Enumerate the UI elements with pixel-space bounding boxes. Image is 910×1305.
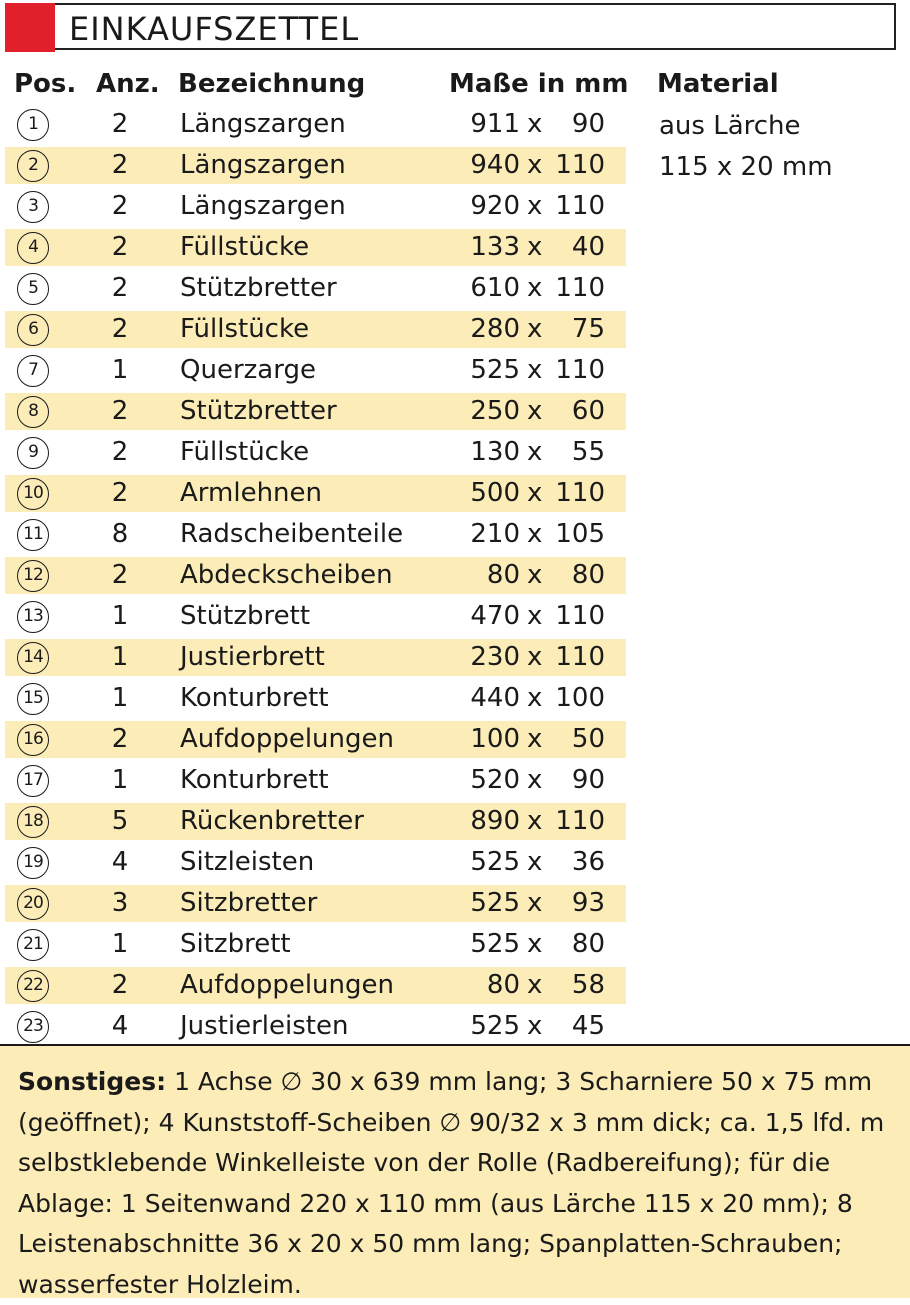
dimension-length: 280: [470, 314, 520, 344]
quantity: 1: [111, 642, 129, 672]
dimension-separator: x: [527, 150, 543, 180]
position-number: 23: [17, 1011, 49, 1043]
dimension-width: 110: [555, 642, 605, 672]
quantity: 1: [111, 683, 129, 713]
dimension-length: 890: [470, 806, 520, 836]
dimension-separator: x: [527, 232, 543, 262]
dimension-width: 110: [555, 150, 605, 180]
part-name: Armlehnen: [180, 478, 322, 508]
dimension-width: 75: [571, 314, 605, 344]
part-name: Aufdoppelungen: [180, 970, 394, 1000]
dimension-length: 133: [470, 232, 520, 262]
dimension-length: 440: [470, 683, 520, 713]
dimension-separator: x: [527, 273, 543, 303]
part-name: Füllstücke: [180, 314, 310, 344]
dimension-separator: x: [527, 478, 543, 508]
header-pos: Pos.: [14, 69, 77, 99]
quantity: 3: [111, 888, 129, 918]
part-name: Stützbretter: [180, 273, 337, 303]
quantity: 2: [111, 150, 129, 180]
part-name: Justierleisten: [180, 1011, 349, 1041]
table-row: [0, 473, 910, 514]
dimension-separator: x: [527, 888, 543, 918]
dimension-width: 45: [571, 1011, 605, 1041]
material-line-2: 115 x 20 mm: [659, 152, 833, 182]
position-number: 21: [17, 929, 49, 961]
table-row: [0, 965, 910, 1006]
part-name: Füllstücke: [180, 437, 310, 467]
quantity: 2: [111, 478, 129, 508]
dimension-separator: x: [527, 765, 543, 795]
dimension-separator: x: [527, 355, 543, 385]
quantity: 2: [111, 560, 129, 590]
quantity: 2: [111, 109, 129, 139]
dimension-length: 940: [470, 150, 520, 180]
table-row: [0, 596, 910, 637]
footer-notes: [0, 1046, 910, 1298]
dimension-separator: x: [527, 806, 543, 836]
position-number: 15: [17, 683, 49, 715]
dimension-separator: x: [527, 970, 543, 1000]
dimension-width: 80: [571, 560, 605, 590]
part-name: Stützbretter: [180, 396, 337, 426]
material-line-1: aus Lärche: [659, 111, 801, 141]
position-number: 4: [17, 232, 49, 264]
quantity: 2: [111, 970, 129, 1000]
part-name: Sitzleisten: [180, 847, 315, 877]
dimension-separator: x: [527, 724, 543, 754]
table-row: [0, 678, 910, 719]
position-number: 1: [17, 109, 49, 141]
dimension-separator: x: [527, 396, 543, 426]
dimension-separator: x: [527, 519, 543, 549]
dimension-length: 100: [470, 724, 520, 754]
position-number: 19: [17, 847, 49, 879]
footer-label: Sonstiges:: [18, 1067, 167, 1096]
table-row: [0, 883, 910, 924]
part-name: Längszargen: [180, 150, 346, 180]
quantity: 2: [111, 232, 129, 262]
part-name: Aufdoppelungen: [180, 724, 394, 754]
position-number: 7: [17, 355, 49, 387]
table-row: [0, 555, 910, 596]
dimension-separator: x: [527, 1011, 543, 1041]
dimension-separator: x: [527, 314, 543, 344]
part-name: Längszargen: [180, 191, 346, 221]
dimension-separator: x: [527, 109, 543, 139]
dimension-length: 210: [470, 519, 520, 549]
header-material: Material: [657, 69, 779, 99]
table-row: [0, 350, 910, 391]
table-row: [0, 227, 910, 268]
table-row: [0, 514, 910, 555]
part-name: Sitzbrett: [180, 929, 291, 959]
dimension-width: 80: [571, 929, 605, 959]
table-row: [0, 186, 910, 227]
quantity: 5: [111, 806, 129, 836]
position-number: 9: [17, 437, 49, 469]
table-row: [0, 637, 910, 678]
part-name: Radscheibenteile: [180, 519, 404, 549]
dimension-length: 525: [470, 355, 520, 385]
quantity: 1: [111, 929, 129, 959]
part-name: Konturbrett: [180, 765, 329, 795]
dimension-length: 525: [470, 888, 520, 918]
dimension-width: 110: [555, 806, 605, 836]
dimension-length: 920: [470, 191, 520, 221]
dimension-length: 130: [470, 437, 520, 467]
dimension-separator: x: [527, 642, 543, 672]
dimension-separator: x: [527, 560, 543, 590]
footer-text: 1 Achse ∅ 30 x 639 mm lang; 3 Scharniere 50 x 75 mm (geöffnet); 4 Kunststoff-Scheiben ∅ 90/32 x 3 mm dick; ca. 1,5 lfd. m selbstklebende Winkelleiste von der Rolle (Radbereifung); für die Ablage: 1 Seitenwand 220 x 110 mm (aus Lärche 115 x 20 mm); 8 Leistenabschnitte 36 x 20 x 50 mm lang; Spanplatten-Schrauben; wasserfester Holzleim.: [18, 1067, 885, 1299]
dimension-separator: x: [527, 191, 543, 221]
dimension-length: 525: [470, 847, 520, 877]
position-number: 6: [17, 314, 49, 346]
dimension-length: 525: [470, 929, 520, 959]
position-number: 12: [17, 560, 49, 592]
dimension-length: 80: [486, 970, 520, 1000]
table-row: [0, 719, 910, 760]
part-name: Konturbrett: [180, 683, 329, 713]
quantity: 2: [111, 191, 129, 221]
dimension-length: 230: [470, 642, 520, 672]
dimension-length: 500: [470, 478, 520, 508]
dimension-separator: x: [527, 437, 543, 467]
dimension-width: 60: [571, 396, 605, 426]
dimension-width: 110: [555, 355, 605, 385]
header-anz: Anz.: [96, 69, 160, 99]
dimension-width: 58: [571, 970, 605, 1000]
page-title: EINKAUFSZETTEL: [69, 10, 360, 48]
dimension-width: 50: [571, 724, 605, 754]
part-name: Abdeckscheiben: [180, 560, 393, 590]
dimension-separator: x: [527, 847, 543, 877]
quantity: 2: [111, 273, 129, 303]
dimension-width: 93: [571, 888, 605, 918]
position-number: 20: [17, 888, 49, 920]
dimension-length: 610: [470, 273, 520, 303]
position-number: 3: [17, 191, 49, 223]
dimension-width: 110: [555, 601, 605, 631]
position-number: 8: [17, 396, 49, 428]
quantity: 1: [111, 355, 129, 385]
dimension-length: 470: [470, 601, 520, 631]
position-number: 16: [17, 724, 49, 756]
position-number: 13: [17, 601, 49, 633]
table-row: [0, 801, 910, 842]
table-row: [0, 1006, 910, 1047]
dimension-width: 40: [571, 232, 605, 262]
part-name: Justierbrett: [180, 642, 325, 672]
dimension-width: 110: [555, 273, 605, 303]
position-number: 5: [17, 273, 49, 305]
table-row: [0, 760, 910, 801]
position-number: 18: [17, 806, 49, 838]
dimension-width: 90: [571, 109, 605, 139]
table-row: [0, 924, 910, 965]
dimension-length: 250: [470, 396, 520, 426]
dimension-width: 105: [555, 519, 605, 549]
quantity: 2: [111, 396, 129, 426]
dimension-width: 100: [555, 683, 605, 713]
position-number: 14: [17, 642, 49, 674]
dimension-width: 90: [571, 765, 605, 795]
position-number: 11: [17, 519, 49, 551]
position-number: 17: [17, 765, 49, 797]
part-name: Querzarge: [180, 355, 316, 385]
quantity: 2: [111, 437, 129, 467]
table-row: [0, 842, 910, 883]
quantity: 4: [111, 1011, 129, 1041]
title-bar: [5, 3, 896, 50]
part-name: Rückenbretter: [180, 806, 364, 836]
position-number: 2: [17, 150, 49, 182]
dimension-length: 520: [470, 765, 520, 795]
quantity: 2: [111, 314, 129, 344]
table-row: [0, 309, 910, 350]
dimension-width: 110: [555, 478, 605, 508]
quantity: 8: [111, 519, 129, 549]
dimension-separator: x: [527, 601, 543, 631]
quantity: 1: [111, 765, 129, 795]
part-name: Längszargen: [180, 109, 346, 139]
part-name: Füllstücke: [180, 232, 310, 262]
table-row: [0, 268, 910, 309]
dimension-length: 525: [470, 1011, 520, 1041]
dimension-width: 36: [571, 847, 605, 877]
dimension-width: 110: [555, 191, 605, 221]
quantity: 1: [111, 601, 129, 631]
quantity: 2: [111, 724, 129, 754]
dimension-width: 55: [571, 437, 605, 467]
dimension-length: 911: [470, 109, 520, 139]
dimension-length: 80: [486, 560, 520, 590]
quantity: 4: [111, 847, 129, 877]
dimension-separator: x: [527, 929, 543, 959]
table-row: [0, 391, 910, 432]
dimension-separator: x: [527, 683, 543, 713]
position-number: 10: [17, 478, 49, 510]
part-name: Stützbrett: [180, 601, 311, 631]
position-number: 22: [17, 970, 49, 1002]
header-bezeichnung: Bezeichnung: [178, 69, 366, 99]
parts-table: [0, 104, 910, 1047]
title-accent-block: [5, 3, 55, 52]
table-row: [0, 432, 910, 473]
part-name: Sitzbretter: [180, 888, 318, 918]
header-masse: Maße in mm: [449, 69, 629, 99]
